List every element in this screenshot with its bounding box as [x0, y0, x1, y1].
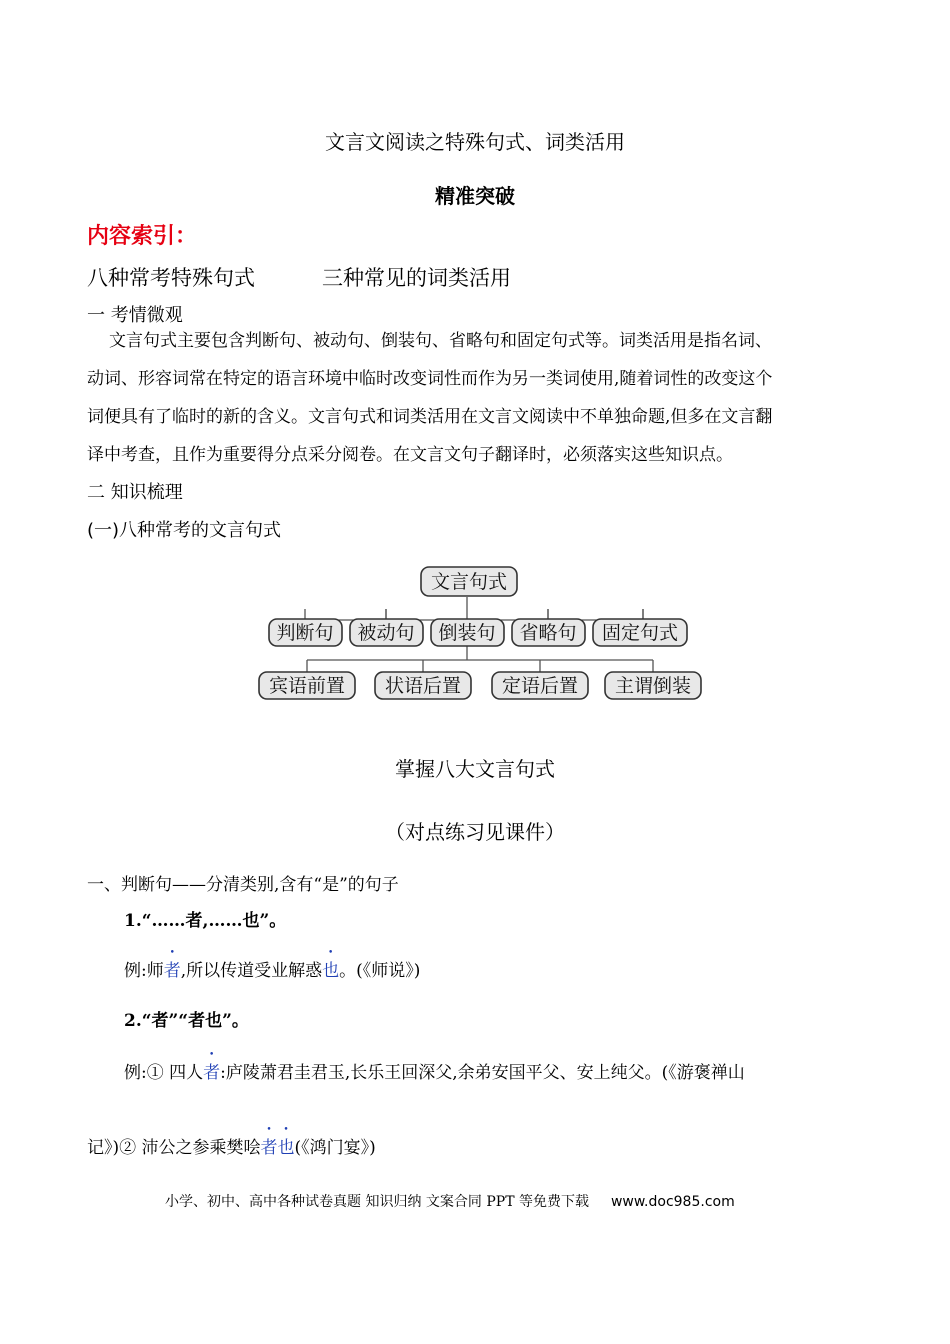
example-text: 例:师: [124, 961, 164, 981]
highlighted-word: 者: [203, 1063, 221, 1083]
example-text: :庐陵萧君圭君玉,长乐王回深父,余弟安国平父、安上纯父。(《游褒禅山: [220, 1063, 745, 1083]
judgment-example-3: [87, 1133, 376, 1158]
document-subtitle: 精准突破: [435, 184, 515, 208]
diagram-node: 被动句: [357, 622, 415, 644]
diagram-root: 文言句式: [430, 571, 508, 593]
footer-url[interactable]: www.doc985.com: [610, 1194, 735, 1210]
highlighted-word: 也: [277, 1138, 295, 1158]
document-title: 文言文阅读之特殊句式、词类活用: [325, 130, 625, 154]
example-text: (《鸿门宴》): [294, 1138, 376, 1158]
index-item-word-usage: 三种常见的词类活用: [322, 266, 511, 290]
footer-text: 小学、初中、高中各种试卷真题 知识归纳 文案合同 PPT 等免费下载: [165, 1194, 589, 1210]
sentence-types-diagram: [255, 560, 715, 705]
diagram-node: 判断句: [276, 622, 334, 644]
diagram-node: 倒装句: [438, 622, 496, 644]
judgment-pattern-2: 2.“者”“者也”。: [124, 1011, 249, 1031]
highlighted-word: 也: [322, 961, 340, 981]
paragraph-line: 译中考查，且作为重要得分点采分阅卷。在文言文句子翻译时，必须落实这些知识点。: [87, 445, 733, 465]
paragraph-line: 词便具有了临时的新的含义。文言句式和词类活用在文言文阅读中不单独命题,但多在文言翻: [87, 407, 773, 427]
index-item-special-sentences: 八种常考特殊句式: [87, 266, 255, 290]
example-text: 例:① 四人: [124, 1063, 204, 1083]
example-text: 记》)② 沛公之参乘樊哙: [87, 1138, 261, 1158]
section-heading-eight-patterns: 掌握八大文言句式: [395, 757, 555, 781]
page-footer: [165, 1191, 735, 1211]
diagram-node: 省略句: [519, 622, 577, 644]
judgment-example-1: [124, 956, 420, 981]
diagram-node: 固定句式: [601, 622, 679, 644]
example-text: ,所以传道受业解惑: [180, 961, 323, 981]
paragraph-line: 文言句式主要包含判断句、被动句、倒装句、省略句和固定句式等。词类活用是指名词、: [109, 331, 772, 351]
judgment-title: 一、判断句——分清类别,含有“是”的句子: [87, 875, 399, 895]
diagram-node: 定语后置: [501, 675, 579, 697]
judgment-example-2: [124, 1058, 745, 1083]
section-heading-practice-note: （对点练习见课件）: [385, 820, 565, 844]
diagram-node: 宾语前置: [268, 675, 346, 697]
section1-heading: 一 考情微观: [87, 305, 183, 326]
paragraph-line: 动词、形容词常在特定的语言环境中临时改变词性而作为另一类词使用,随着词性的改变这个: [87, 369, 773, 389]
section1-paragraph: [87, 322, 867, 474]
highlighted-word: 者: [260, 1138, 278, 1158]
diagram-node: 状语后置: [384, 675, 462, 697]
section2-subheading: (一)八种常考的文言句式: [87, 520, 282, 541]
diagram-node: 主谓倒装: [614, 675, 692, 697]
index-label: 内容索引：: [87, 224, 198, 249]
example-text: 。(《师说》): [339, 961, 421, 981]
judgment-pattern-1: 1.“……者,……也”。: [124, 911, 287, 931]
highlighted-word: 者: [163, 961, 181, 981]
section2-heading: 二 知识梳理: [87, 482, 183, 503]
